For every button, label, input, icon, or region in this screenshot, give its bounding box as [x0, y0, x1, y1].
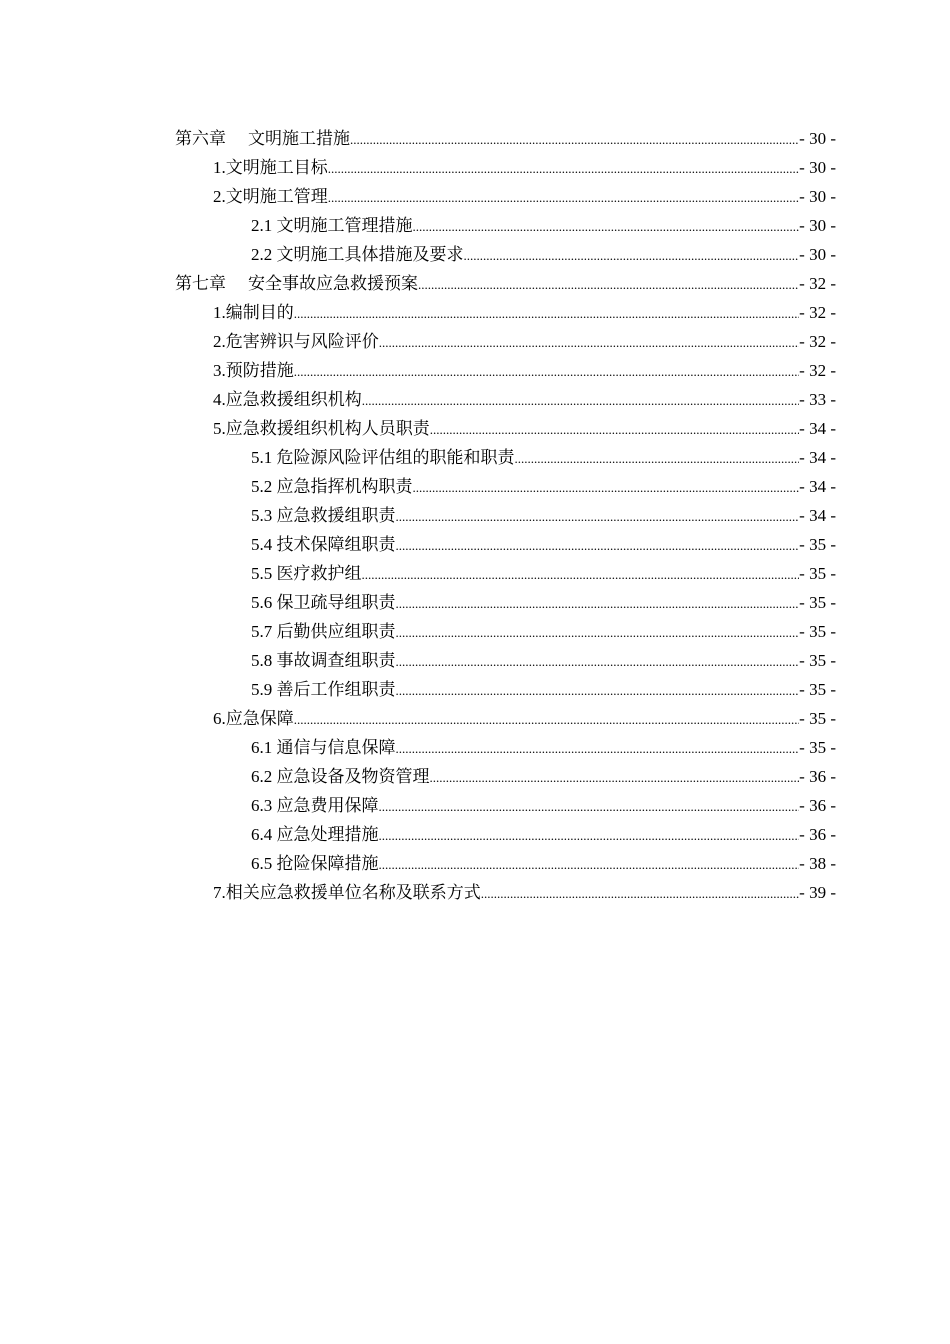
- toc-entry[interactable]: [0, 385, 950, 414]
- dot-leader: [396, 618, 800, 647]
- dot-leader: [515, 444, 800, 473]
- toc-entry-line: [251, 617, 836, 646]
- dot-leader: [418, 270, 799, 299]
- dot-leader: [379, 821, 800, 850]
- toc-entry[interactable]: [0, 298, 950, 327]
- dot-leader: [328, 154, 799, 183]
- entry-title-text: 1.编制目的: [213, 303, 294, 322]
- dot-leader: [396, 676, 800, 705]
- toc-entry-title: [175, 269, 418, 298]
- entry-title-text: 安全事故应急救援预案: [248, 274, 418, 293]
- entry-title-text: 文明施工措施: [248, 129, 350, 148]
- entry-title-text: 7.相关应急救援单位名称及联系方式: [213, 883, 481, 902]
- toc-entry[interactable]: [0, 878, 950, 907]
- toc-entry[interactable]: [0, 820, 950, 849]
- page-number: - 34 -: [799, 506, 836, 525]
- toc-entry-title: [175, 124, 350, 153]
- toc-entry-title: [213, 878, 481, 907]
- toc-entry[interactable]: [0, 443, 950, 472]
- page-number: - 34 -: [799, 448, 836, 467]
- toc-entry-line: [175, 124, 836, 153]
- entry-title-text: 2.1 文明施工管理措施: [251, 216, 413, 235]
- toc-entry-line: [251, 559, 836, 588]
- toc-entry-line: [251, 501, 836, 530]
- toc-entry[interactable]: [0, 530, 950, 559]
- toc-entry[interactable]: [0, 240, 950, 269]
- page-number: - 35 -: [799, 709, 836, 728]
- toc-entry-line: [251, 646, 836, 675]
- toc-entry-title: [213, 704, 294, 733]
- toc-entry-title: [213, 414, 430, 443]
- toc-entry[interactable]: [0, 269, 950, 298]
- toc-entry-line: [251, 820, 836, 849]
- toc-entry-title: [251, 211, 413, 240]
- entry-title-text: 6.5 抢险保障措施: [251, 854, 379, 873]
- entry-title-text: 5.9 善后工作组职责: [251, 680, 396, 699]
- dot-leader: [396, 734, 800, 763]
- page-number: - 38 -: [799, 854, 836, 873]
- toc-entry-line: [213, 153, 836, 182]
- toc-entry-line: [251, 240, 836, 269]
- dot-leader: [350, 125, 799, 154]
- table-of-contents: [0, 124, 950, 907]
- toc-entry[interactable]: [0, 414, 950, 443]
- toc-entry-title: [251, 588, 396, 617]
- entry-title-text: 5.6 保卫疏导组职责: [251, 593, 396, 612]
- toc-entry[interactable]: [0, 733, 950, 762]
- page-number: - 36 -: [799, 767, 836, 786]
- dot-leader: [294, 705, 799, 734]
- dot-leader: [413, 473, 800, 502]
- toc-entry-line: [213, 356, 836, 385]
- toc-entry[interactable]: [0, 559, 950, 588]
- entry-title-text: 5.4 技术保障组职责: [251, 535, 396, 554]
- toc-entry-line: [213, 878, 836, 907]
- toc-entry[interactable]: [0, 588, 950, 617]
- entry-title-text: 5.2 应急指挥机构职责: [251, 477, 413, 496]
- toc-entry-line: [213, 704, 836, 733]
- entry-title-text: 6.1 通信与信息保障: [251, 738, 396, 757]
- page-number: - 35 -: [799, 622, 836, 641]
- entry-title-text: 2.2 文明施工具体措施及要求: [251, 245, 464, 264]
- page-number: - 35 -: [799, 593, 836, 612]
- dot-leader: [362, 386, 799, 415]
- page-number: - 30 -: [799, 129, 836, 148]
- dot-leader: [379, 328, 799, 357]
- page-number: - 33 -: [799, 390, 836, 409]
- toc-entry-line: [213, 385, 836, 414]
- entry-title-text: 6.2 应急设备及物资管理: [251, 767, 430, 786]
- toc-entry-title: [251, 733, 396, 762]
- toc-entry-line: [213, 327, 836, 356]
- page-number: - 35 -: [799, 535, 836, 554]
- toc-entry-line: [175, 269, 836, 298]
- page-number: - 30 -: [799, 187, 836, 206]
- toc-entry-title: [251, 443, 515, 472]
- toc-entry[interactable]: [0, 762, 950, 791]
- dot-leader: [379, 850, 800, 879]
- page-number: - 32 -: [799, 303, 836, 322]
- toc-entry-title: [251, 472, 413, 501]
- dot-leader: [430, 763, 800, 792]
- toc-entry[interactable]: [0, 646, 950, 675]
- toc-entry[interactable]: [0, 617, 950, 646]
- toc-entry-line: [213, 298, 836, 327]
- toc-entry-title: [251, 762, 430, 791]
- dot-leader: [413, 212, 800, 241]
- dot-leader: [481, 879, 799, 908]
- toc-entry-line: [251, 849, 836, 878]
- toc-entry[interactable]: [0, 124, 950, 153]
- toc-entry-line: [251, 443, 836, 472]
- entry-title-text: 6.3 应急费用保障: [251, 796, 379, 815]
- dot-leader: [396, 531, 800, 560]
- entry-title-text: 5.3 应急救援组职责: [251, 506, 396, 525]
- dot-leader: [328, 183, 799, 212]
- toc-entry-title: [213, 327, 379, 356]
- entry-title-text: 1.文明施工目标: [213, 158, 328, 177]
- toc-entry-title: [251, 501, 396, 530]
- toc-entry-line: [251, 472, 836, 501]
- dot-leader: [396, 647, 800, 676]
- entry-title-text: 5.7 后勤供应组职责: [251, 622, 396, 641]
- dot-leader: [396, 502, 800, 531]
- page-number: - 32 -: [799, 332, 836, 351]
- toc-entry-title: [251, 820, 379, 849]
- toc-entry-line: [251, 762, 836, 791]
- toc-entry[interactable]: [0, 472, 950, 501]
- chapter-number: 第七章: [175, 274, 226, 293]
- toc-entry[interactable]: [0, 153, 950, 182]
- dot-leader: [430, 415, 799, 444]
- toc-entry[interactable]: [0, 182, 950, 211]
- toc-entry-title: [251, 240, 464, 269]
- toc-entry-title: [213, 298, 294, 327]
- page-number: - 30 -: [799, 158, 836, 177]
- entry-title-text: 5.8 事故调查组职责: [251, 651, 396, 670]
- toc-entry-title: [213, 182, 328, 211]
- toc-entry-line: [251, 588, 836, 617]
- dot-leader: [294, 357, 799, 386]
- dot-leader: [464, 241, 800, 270]
- toc-entry-title: [251, 791, 379, 820]
- entry-title-text: 6.4 应急处理措施: [251, 825, 379, 844]
- toc-entry[interactable]: [0, 791, 950, 820]
- toc-entry-line: [251, 733, 836, 762]
- toc-entry-title: [251, 530, 396, 559]
- entry-title-text: 6.应急保障: [213, 709, 294, 728]
- toc-entry-line: [213, 182, 836, 211]
- page-number: - 36 -: [799, 796, 836, 815]
- page-number: - 30 -: [799, 216, 836, 235]
- dot-leader: [396, 589, 800, 618]
- toc-entry-title: [213, 385, 362, 414]
- dot-leader: [379, 792, 800, 821]
- toc-entry[interactable]: [0, 501, 950, 530]
- toc-entry-title: [251, 617, 396, 646]
- entry-title-text: 3.预防措施: [213, 361, 294, 380]
- entry-title-text: 5.1 危险源风险评估组的职能和职责: [251, 448, 515, 467]
- page-number: - 39 -: [799, 883, 836, 902]
- chapter-number: 第六章: [175, 129, 226, 148]
- entry-title-text: 5.应急救援组织机构人员职责: [213, 419, 430, 438]
- page-number: - 35 -: [799, 651, 836, 670]
- page-number: - 35 -: [799, 680, 836, 699]
- toc-entry-line: [251, 211, 836, 240]
- toc-entry[interactable]: [0, 675, 950, 704]
- toc-entry[interactable]: [0, 356, 950, 385]
- toc-entry[interactable]: [0, 849, 950, 878]
- dot-leader: [294, 299, 799, 328]
- toc-entry-line: [251, 530, 836, 559]
- toc-entry[interactable]: [0, 704, 950, 733]
- entry-title-text: 4.应急救援组织机构: [213, 390, 362, 409]
- dot-leader: [362, 560, 800, 589]
- page-number: - 32 -: [799, 274, 836, 293]
- entry-title-text: 2.文明施工管理: [213, 187, 328, 206]
- toc-entry-line: [251, 791, 836, 820]
- page-number: - 30 -: [799, 245, 836, 264]
- entry-title-text: 5.5 医疗救护组: [251, 564, 362, 583]
- toc-entry[interactable]: [0, 211, 950, 240]
- toc-entry[interactable]: [0, 327, 950, 356]
- toc-entry-title: [251, 559, 362, 588]
- page-number: - 34 -: [799, 477, 836, 496]
- toc-entry-title: [251, 849, 379, 878]
- page-number: - 34 -: [799, 419, 836, 438]
- page-number: - 36 -: [799, 825, 836, 844]
- page-number: - 35 -: [799, 738, 836, 757]
- page-number: - 32 -: [799, 361, 836, 380]
- toc-entry-line: [251, 675, 836, 704]
- toc-entry-title: [251, 675, 396, 704]
- toc-entry-title: [251, 646, 396, 675]
- toc-entry-line: [213, 414, 836, 443]
- toc-entry-title: [213, 356, 294, 385]
- page-number: - 35 -: [799, 564, 836, 583]
- toc-entry-title: [213, 153, 328, 182]
- entry-title-text: 2.危害辨识与风险评价: [213, 332, 379, 351]
